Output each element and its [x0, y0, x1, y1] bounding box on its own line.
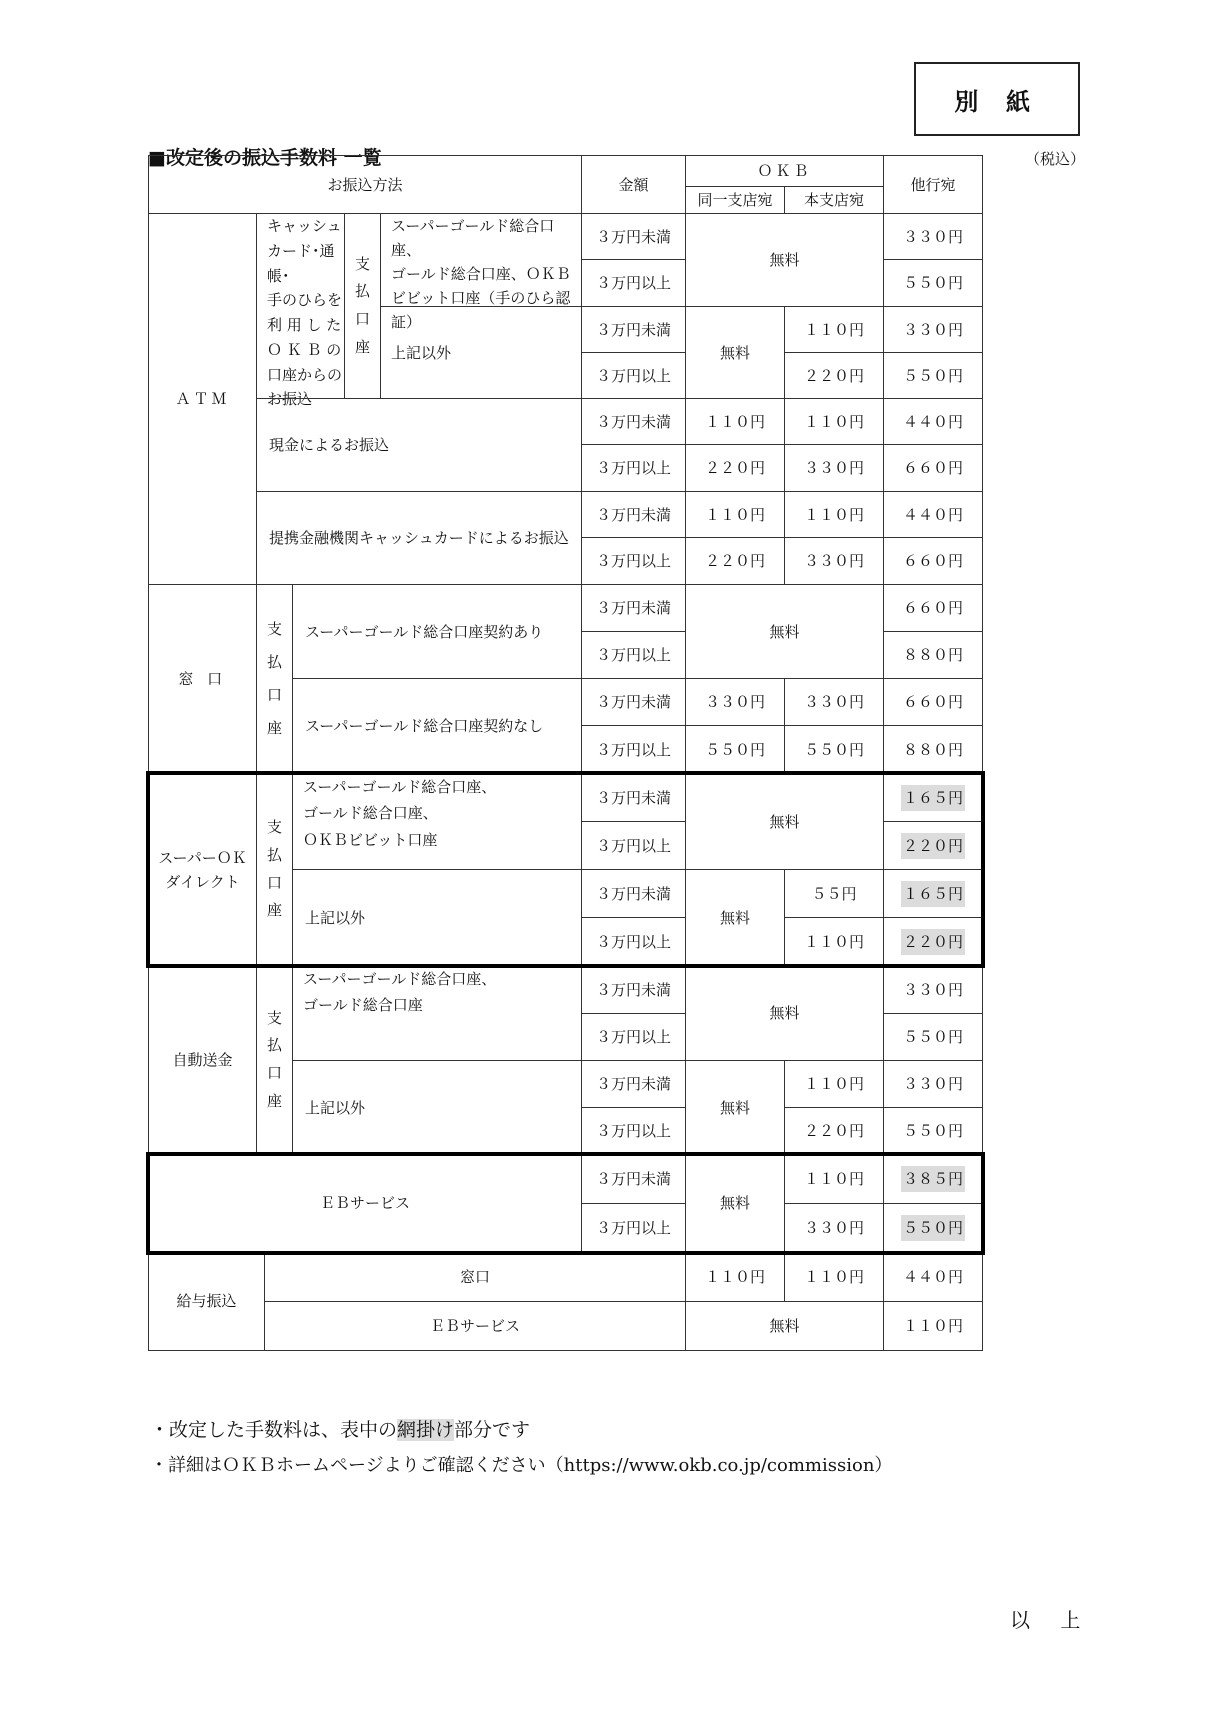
- fee-main: ３３０円: [784, 537, 884, 585]
- atm-card-line: お振込: [267, 390, 313, 409]
- fee-other-revised: [883, 821, 983, 870]
- amount-under: ３万円未満: [581, 584, 686, 632]
- amount-over: ３万円以上: [581, 1013, 686, 1061]
- fee-other: ３３０円: [883, 306, 983, 353]
- amount-under: ３万円未満: [581, 1060, 686, 1108]
- fee-other: ６６０円: [883, 584, 983, 632]
- fee-main: ５５０円: [784, 725, 884, 774]
- atm-card-label: [256, 213, 345, 409]
- eb-label: ＥＢサービス: [148, 1154, 582, 1252]
- fee-other: ４４０円: [883, 1251, 983, 1302]
- fee-other: ５５０円: [883, 352, 983, 399]
- amount-under: ３万円未満: [581, 1154, 686, 1204]
- amount-over: ３万円以上: [581, 1203, 686, 1252]
- note-text: 部分です: [454, 1419, 531, 1441]
- account-line: スーパーゴールド総合口座、: [391, 217, 555, 259]
- direct-pay-account: [256, 773, 293, 966]
- fee-other: ４４０円: [883, 398, 983, 445]
- direct-other: 上記以外: [292, 869, 582, 966]
- pay-char: 口: [266, 686, 282, 704]
- fee-free: 無料: [685, 1301, 884, 1351]
- header-okb: ＯＫＢ: [685, 155, 884, 187]
- fee-main: １１０円: [784, 306, 884, 353]
- amount-under: ３万円未満: [581, 398, 686, 445]
- account-line: ゴールド総合口座、ＯＫＢ: [391, 265, 571, 283]
- pay-char: 払: [354, 282, 370, 301]
- fee-same: １１０円: [685, 1251, 785, 1302]
- pay-char: 口: [266, 1064, 282, 1082]
- salary-eb: ＥＢサービス: [264, 1301, 686, 1351]
- atm-super-gold: [380, 213, 582, 331]
- atm-card-line: キャッシュ: [267, 217, 342, 235]
- atm-card-line: 利 用 し た: [267, 316, 342, 334]
- direct-label-line: スーパーＯＫ: [158, 848, 247, 867]
- atm-card-line: カード･通帳･: [267, 241, 335, 285]
- fee-other: ３３０円: [883, 1060, 983, 1108]
- auto-other: 上記以外: [292, 1060, 582, 1155]
- atm-pay-account: [344, 213, 381, 399]
- revised-fee: ２２０円: [901, 833, 965, 859]
- atm-partner: 提携金融機関キャッシュカードによるお振込: [256, 491, 582, 585]
- fee-free: 無料: [685, 213, 884, 307]
- pay-char: 払: [266, 845, 282, 864]
- auto-accounts: [292, 965, 582, 1061]
- fee-other: ５５０円: [883, 259, 983, 307]
- fee-main: ３３０円: [784, 678, 884, 726]
- fee-other: ６６０円: [883, 444, 983, 492]
- pay-char: 支: [354, 254, 370, 273]
- amount-over: ３万円以上: [581, 917, 686, 966]
- fee-free: 無料: [685, 306, 785, 399]
- pay-char: 払: [266, 1036, 282, 1055]
- fee-other: ５５０円: [883, 1013, 983, 1061]
- direct-label: [148, 773, 257, 966]
- pay-char: 口: [266, 873, 282, 892]
- fee-main: １１０円: [784, 917, 884, 966]
- fee-other: ４４０円: [883, 491, 983, 538]
- fee-main: １１０円: [784, 1251, 884, 1302]
- atm-other: 上記以外: [380, 306, 582, 399]
- auto-label: 自動送金: [148, 965, 257, 1155]
- fee-main: １１０円: [784, 1154, 884, 1204]
- window-with-contract: スーパーゴールド総合口座契約あり: [292, 584, 582, 679]
- revised-fee: ２２０円: [901, 929, 965, 955]
- salary-label: 給与振込: [148, 1251, 265, 1351]
- header-main-branch: 本支店宛: [784, 186, 884, 214]
- direct-accounts: [292, 773, 582, 870]
- fee-free: 無料: [685, 584, 884, 679]
- fee-other: ５５０円: [883, 1107, 983, 1155]
- pay-char: 座: [266, 719, 282, 737]
- note-details: ・詳細はＯＫＢホームページよりご確認ください（https://www.okb.co.jp/commission）: [150, 1455, 893, 1476]
- pay-char: 座: [354, 337, 370, 356]
- fee-other-revised: [883, 869, 983, 918]
- fee-main: ５５円: [784, 869, 884, 918]
- account-line: ビビット口座（手のひら認証）: [391, 289, 571, 331]
- fee-free: 無料: [685, 869, 785, 966]
- attachment-stamp: 別 紙: [914, 62, 1080, 136]
- amount-under: ３万円未満: [581, 965, 686, 1014]
- direct-label-line: ダイレクト: [165, 872, 240, 891]
- amount-over: ３万円以上: [581, 352, 686, 399]
- atm-card-line: 手のひらを: [267, 291, 343, 310]
- fee-other-revised: [883, 1154, 983, 1204]
- fee-same: ５５０円: [685, 725, 785, 774]
- amount-under: ３万円未満: [581, 213, 686, 260]
- fee-other-revised: [883, 1203, 983, 1252]
- pay-char: 座: [266, 901, 282, 920]
- fee-same: ２２０円: [685, 537, 785, 585]
- pay-char: 口: [354, 310, 370, 328]
- amount-over: ３万円以上: [581, 1107, 686, 1155]
- fee-other-revised: [883, 917, 983, 966]
- header-method: お振込方法: [148, 155, 582, 214]
- revised-fee: ３８５円: [901, 1166, 965, 1192]
- amount-under: ３万円未満: [581, 773, 686, 822]
- header-amount: 金額: [581, 155, 686, 214]
- amount-over: ３万円以上: [581, 537, 686, 585]
- fee-same: １１０円: [685, 398, 785, 445]
- amount-over: ３万円以上: [581, 444, 686, 492]
- note-revised: [150, 1415, 530, 1442]
- revised-fee: ５５０円: [901, 1215, 965, 1241]
- amount-over: ３万円以上: [581, 725, 686, 774]
- fee-same: ２２０円: [685, 444, 785, 492]
- fee-other: ３３０円: [883, 213, 983, 260]
- fee-same: １１０円: [685, 491, 785, 538]
- fee-free: 無料: [685, 1154, 785, 1252]
- fee-other: ６６０円: [883, 678, 983, 726]
- header-other-bank: 他行宛: [883, 155, 983, 214]
- fee-main: １１０円: [784, 491, 884, 538]
- salary-window: 窓口: [264, 1251, 686, 1302]
- fee-main: ２２０円: [784, 1107, 884, 1155]
- pay-char: 支: [266, 818, 282, 836]
- amount-over: ３万円以上: [581, 821, 686, 870]
- account-line: スーパーゴールド総合口座、: [303, 970, 497, 988]
- atm-cash: 現金によるお振込: [256, 398, 582, 492]
- account-line: ゴールド総合口座: [303, 996, 423, 1015]
- revised-fee: １６５円: [901, 785, 965, 811]
- fee-main: １１０円: [784, 398, 884, 445]
- fee-free: 無料: [685, 965, 884, 1061]
- fee-free: 無料: [685, 773, 884, 870]
- atm-card-line: Ｏ Ｋ Ｂ の: [267, 340, 342, 359]
- fee-main: ３３０円: [784, 444, 884, 492]
- atm-label: ＡＴＭ: [148, 213, 257, 585]
- pay-char: 払: [266, 653, 282, 671]
- account-line: スーパーゴールド総合口座、: [303, 778, 497, 796]
- account-line: ＯＫＢビビット口座: [303, 830, 438, 849]
- atm-card-line: 口座からの: [267, 365, 343, 384]
- fee-main: ３３０円: [784, 1203, 884, 1252]
- account-line: ゴールド総合口座、: [303, 804, 438, 823]
- pay-char: 支: [266, 1008, 282, 1027]
- amount-over: ３万円以上: [581, 259, 686, 307]
- fee-main: １１０円: [784, 1060, 884, 1108]
- amount-under: ３万円未満: [581, 306, 686, 353]
- window-pay-account: [256, 584, 293, 774]
- closing-mark: 以 上: [1010, 1608, 1093, 1632]
- amount-under: ３万円未満: [581, 869, 686, 918]
- fee-main: ２２０円: [784, 352, 884, 399]
- note-text: ・改定した手数料は、表中の: [150, 1419, 398, 1441]
- page-title: ■改定後の振込手数料 一覧: [148, 147, 382, 169]
- note-highlight: 網掛け: [397, 1419, 455, 1441]
- header-same-branch: 同一支店宛: [685, 186, 785, 214]
- revised-fee: １６５円: [901, 881, 965, 907]
- tax-note: （税込）: [1025, 150, 1086, 168]
- window-label: 窓 口: [148, 584, 257, 774]
- window-without-contract: スーパーゴールド総合口座契約なし: [292, 678, 582, 774]
- amount-over: ３万円以上: [581, 631, 686, 679]
- amount-under: ３万円未満: [581, 491, 686, 538]
- fee-other-revised: [883, 773, 983, 822]
- fee-same: ３３０円: [685, 678, 785, 726]
- fee-other: １１０円: [883, 1301, 983, 1351]
- fee-free: 無料: [685, 1060, 785, 1155]
- fee-other: ６６０円: [883, 537, 983, 585]
- pay-char: 座: [266, 1091, 282, 1110]
- fee-other: ３３０円: [883, 965, 983, 1014]
- amount-under: ３万円未満: [581, 678, 686, 726]
- fee-other: ８８０円: [883, 725, 983, 774]
- pay-char: 支: [266, 620, 282, 638]
- fee-other: ８８０円: [883, 631, 983, 679]
- auto-pay-account: [256, 965, 293, 1155]
